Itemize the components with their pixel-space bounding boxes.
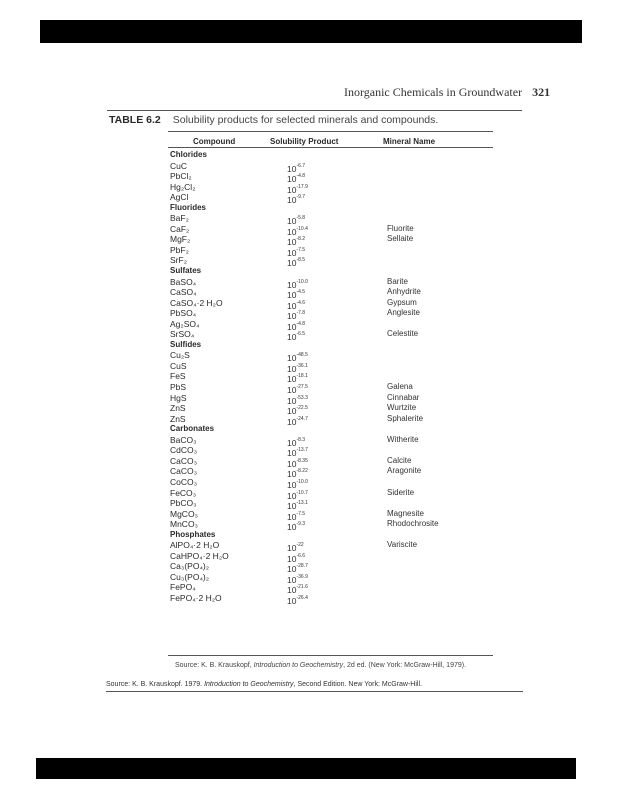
compound-cell: SrF₂ (170, 255, 187, 266)
solubility-base: 10 (287, 469, 297, 480)
mineral-cell: Barite (387, 276, 408, 286)
table-row (169, 287, 492, 301)
mineral-cell: Rhodochrosite (387, 519, 439, 529)
compound-cell: AlPO₄·2 H₂O (170, 540, 220, 551)
solubility-base: 10 (287, 553, 297, 564)
solubility-base: 10 (287, 321, 297, 332)
solubility-exponent: -7.5 (296, 246, 306, 253)
compound-cell: Ca₃(PO₄)₂ (170, 561, 210, 572)
compound-cell: Cu₂S (170, 350, 190, 361)
solubility-exponent: -8.3 (296, 436, 306, 443)
compound-cell: AgCl (170, 192, 189, 203)
table-row (169, 329, 492, 343)
solubility-exponent: -36.9 (296, 573, 308, 580)
solubility-exponent: -5.8 (296, 215, 306, 222)
solubility-base: 10 (287, 300, 297, 311)
solubility-exponent: -17.9 (296, 183, 308, 190)
table-row (169, 350, 492, 364)
solubility-exponent: -8.22 (296, 468, 308, 475)
table-row (169, 171, 492, 185)
mineral-cell: Sellaite (387, 234, 414, 244)
category-label: Chlorides (170, 150, 207, 159)
solubility-exponent: -48.5 (296, 352, 308, 359)
solubility-base: 10 (287, 195, 297, 206)
solubility-exponent: -4.6 (296, 299, 306, 306)
mineral-cell: Siderite (387, 487, 415, 497)
solubility-base: 10 (287, 216, 297, 227)
compound-cell: CoCO₃ (170, 476, 198, 487)
top-black-bar (40, 20, 582, 43)
table-row (169, 382, 492, 396)
solubility-exponent: -4.8 (296, 173, 306, 180)
solubility-exponent: -10.4 (296, 225, 308, 232)
solubility-base: 10 (287, 406, 297, 417)
compound-cell: SrSO₄ (170, 329, 195, 340)
compound-cell: CaCO₃ (170, 455, 198, 466)
table-source-prefix: Source: K. B. Krauskopf, (175, 662, 254, 669)
solubility-base: 10 (287, 353, 297, 364)
table-row (169, 509, 492, 520)
table-top-rule (168, 131, 493, 132)
table-source-title: Introduction to Geochemistry (253, 662, 344, 669)
table-row (169, 308, 492, 322)
table-category-row (169, 340, 492, 351)
table-source-note (175, 662, 466, 669)
table-row (169, 435, 492, 446)
compound-cell: FePO₄·2 H₂O (170, 592, 222, 603)
table-row (169, 582, 492, 596)
solubility-base: 10 (287, 374, 297, 385)
table-row (169, 445, 492, 459)
column-header-solubility: Solubility Product (270, 137, 339, 146)
compound-cell: CaHPO₄·2 H₂O (170, 550, 229, 561)
solubility-exponent: -53.3 (296, 394, 308, 401)
compound-cell: Hg₂Cl₂ (170, 181, 196, 192)
solubility-exponent: -6.5 (296, 331, 306, 338)
solubility-exponent: -24.7 (296, 415, 308, 422)
category-label: Fluorides (170, 202, 207, 212)
table-row (169, 456, 492, 467)
solubility-base: 10 (287, 501, 297, 512)
compound-cell: PbS (170, 382, 187, 393)
table-category-row (169, 266, 492, 277)
category-label: Sulfides (170, 339, 202, 349)
solubility-exponent: -9.7 (296, 194, 306, 201)
solubility-exponent: -22 (296, 542, 304, 549)
solubility-base: 10 (287, 395, 297, 406)
mineral-cell: Variscite (387, 540, 418, 550)
compound-cell: CuC (170, 160, 188, 171)
solubility-base: 10 (287, 437, 297, 448)
table-row (169, 182, 492, 193)
table-category-row (169, 530, 492, 541)
compound-cell: PbCl₂ (170, 171, 192, 182)
table-label: TABLE 6.2 (109, 114, 161, 126)
compound-cell: CaSO₄ (170, 287, 197, 298)
table-body (169, 150, 492, 604)
solubility-exponent: -6.7 (296, 162, 306, 169)
solubility-base: 10 (287, 226, 297, 237)
solubility-exponent: -36.1 (296, 362, 308, 369)
solubility-exponent: -4.5 (296, 289, 306, 296)
table-category-row (169, 424, 492, 435)
compound-cell: FePO₄ (170, 582, 196, 593)
table-title (109, 114, 438, 126)
solubility-base: 10 (287, 564, 297, 575)
table-row (169, 298, 492, 309)
compound-cell: Cu₃(PO₄)₂ (170, 571, 210, 582)
mineral-cell: Galena (387, 382, 413, 392)
table-row (169, 371, 492, 385)
table-row (169, 234, 492, 248)
table-row (169, 519, 492, 533)
page-source-note (106, 681, 422, 688)
solubility-exponent: -6.6 (296, 552, 306, 559)
solubility-base: 10 (287, 290, 297, 301)
page-source-suffix: , Second Edition. New York: McGraw-Hill. (293, 681, 422, 688)
footer-rule (106, 691, 523, 692)
running-title: Inorganic Chemicals in Groundwater (344, 85, 523, 99)
table-row (169, 161, 492, 172)
page-source-title: Introduction to Geochemistry (204, 681, 294, 688)
solubility-base: 10 (287, 595, 297, 606)
solubility-exponent: -13.1 (296, 500, 308, 507)
mineral-cell: Sphalerite (387, 413, 424, 423)
solubility-exponent: -10.0 (296, 478, 308, 485)
compound-cell: MnCO₃ (170, 519, 199, 530)
solubility-exponent: -7.8 (296, 310, 306, 317)
solubility-base: 10 (287, 163, 297, 174)
compound-cell: CaSO₄·2 H₂O (170, 297, 223, 308)
table-source-suffix: , 2d ed. (New York: McGraw-Hill, 1979). (343, 662, 467, 669)
table-row (169, 361, 492, 372)
solubility-exponent: -26.4 (296, 594, 308, 601)
solubility-exponent: -8.2 (296, 236, 306, 243)
solubility-base: 10 (287, 279, 297, 290)
table-row (169, 319, 492, 330)
table-row (169, 498, 492, 512)
solubility-base: 10 (287, 458, 297, 469)
solubility-cell (287, 593, 308, 607)
compound-cell: HgS (170, 392, 187, 403)
solubility-base: 10 (287, 448, 297, 459)
compound-cell: FeCO₃ (170, 487, 197, 498)
solubility-base: 10 (287, 479, 297, 490)
table-row (169, 255, 492, 269)
table-row (169, 403, 492, 417)
solubility-base: 10 (287, 258, 297, 269)
table-row (169, 561, 492, 575)
bottom-black-bar (36, 758, 576, 779)
compound-cell: PbF₂ (170, 244, 189, 255)
compound-cell: FeS (170, 371, 186, 382)
category-label: Carbonates (170, 424, 215, 434)
table-category-row (169, 150, 492, 161)
mineral-cell: Anglesite (387, 308, 420, 318)
solubility-exponent: -13.7 (296, 447, 308, 454)
category-label: Phosphates (170, 529, 216, 539)
table-row (169, 393, 492, 404)
table-row (169, 593, 492, 604)
compound-cell: ZnS (170, 403, 186, 414)
solubility-exponent: -28.7 (296, 563, 308, 570)
solubility-exponent: -7.5 (296, 510, 306, 517)
table-row (169, 572, 492, 583)
solubility-base: 10 (287, 174, 297, 185)
mineral-cell: Cinnabar (387, 392, 420, 402)
solubility-base: 10 (287, 363, 297, 374)
table-row (169, 245, 492, 256)
compound-cell: ZnS (170, 413, 186, 424)
solubility-base: 10 (287, 184, 297, 195)
solubility-base: 10 (287, 490, 297, 501)
table-row (169, 224, 492, 235)
solubility-exponent: -4.8 (296, 320, 306, 327)
mineral-cell: Gypsum (387, 297, 417, 307)
solubility-base: 10 (287, 237, 297, 248)
table-row (169, 192, 492, 206)
solubility-exponent: -9.3 (296, 521, 306, 528)
solubility-base: 10 (287, 385, 297, 396)
solubility-base: 10 (287, 416, 297, 427)
table-category-row (169, 203, 492, 214)
solubility-base: 10 (287, 511, 297, 522)
solubility-base: 10 (287, 585, 297, 596)
mineral-cell: Celestite (387, 329, 419, 339)
compound-cell: CaCO₃ (170, 466, 198, 477)
page-number: 321 (532, 85, 551, 99)
table-row (169, 477, 492, 488)
table-bottom-rule (168, 655, 493, 656)
mineral-cell: Magnesite (387, 508, 424, 518)
compound-cell: PbCO₃ (170, 498, 197, 509)
table-header-rule (168, 147, 493, 148)
compound-cell: BaCO₃ (170, 434, 197, 445)
compound-cell: CdCO₃ (170, 445, 198, 456)
compound-cell: MgF₂ (170, 234, 191, 245)
header-rule (107, 110, 522, 111)
table-row (169, 414, 492, 425)
mineral-cell: Calcite (387, 455, 412, 465)
compound-cell: Ag₂SO₄ (170, 318, 200, 329)
mineral-cell: Witherite (387, 434, 419, 444)
running-head (344, 85, 550, 100)
table-row (169, 213, 492, 227)
solubility-base: 10 (287, 543, 297, 554)
mineral-cell: Anhydrite (387, 287, 421, 297)
mineral-cell: Aragonite (387, 466, 422, 476)
table-row (169, 277, 492, 288)
solubility-exponent: -10.0 (296, 278, 308, 285)
mineral-cell: Fluorite (387, 223, 414, 233)
table-caption: Solubility products for selected minerals and compounds. (172, 114, 439, 126)
compound-cell: BaF₂ (170, 213, 189, 224)
solubility-base: 10 (287, 574, 297, 585)
solubility-exponent: -22.5 (296, 405, 308, 412)
solubility-base: 10 (287, 332, 297, 343)
solubility-exponent: -8.35 (296, 457, 308, 464)
solubility-exponent: -8.5 (296, 257, 306, 264)
mineral-cell: Wurtzite (387, 403, 417, 413)
table-row (169, 540, 492, 554)
table-row (169, 488, 492, 499)
solubility-exponent: -18.1 (296, 373, 308, 380)
compound-cell: MgCO₃ (170, 508, 199, 519)
category-label: Sulfates (170, 266, 202, 276)
solubility-exponent: -10.7 (296, 489, 308, 496)
compound-cell: CaF₂ (170, 223, 190, 234)
compound-cell: CuS (170, 360, 187, 371)
solubility-base: 10 (287, 311, 297, 322)
compound-cell: PbSO₄ (170, 308, 197, 319)
compound-cell: BaSO₄ (170, 276, 197, 287)
solubility-exponent: -27.5 (296, 384, 308, 391)
solubility-base: 10 (287, 247, 297, 258)
column-header-mineral: Mineral Name (383, 137, 436, 146)
solubility-base: 10 (287, 522, 297, 533)
page-source-prefix: Source: K. B. Krauskopf. 1979. (106, 681, 205, 688)
table-row (169, 551, 492, 562)
solubility-exponent: -21.6 (296, 584, 308, 591)
column-header-compound: Compound (193, 137, 236, 146)
table-row (169, 466, 492, 480)
